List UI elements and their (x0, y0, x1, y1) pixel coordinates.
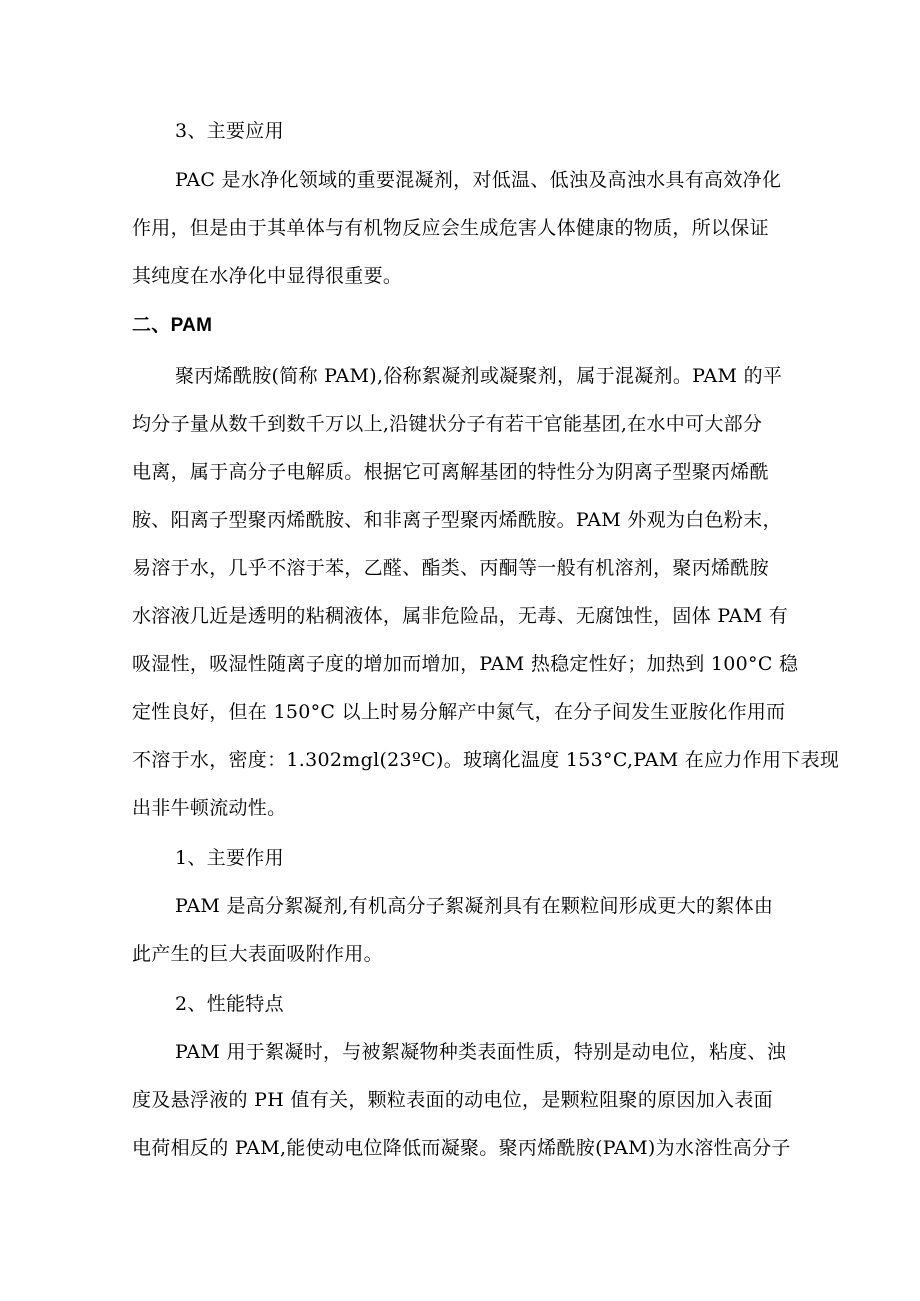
paragraph-line: PAC 是水净化领域的重要混凝剂，对低温、低浊及高浊水具有高效净化 (175, 169, 782, 191)
paragraph-line: 易溶于水，几乎不溶于苯，乙醛、酯类、丙酮等一般有机溶剂，聚丙烯酰胺 (132, 557, 769, 579)
paragraph-line: 电离，属于高分子电解质。根据它可离解基团的特性分为阴离子型聚丙烯酰 (132, 461, 769, 483)
paragraph-line: 度及悬浮液的 PH 值有关，颗粒表面的动电位，是颗粒阻聚的原因加入表面 (132, 1089, 773, 1111)
paragraph-line: 此产生的巨大表面吸附作用。 (132, 943, 383, 965)
paragraph-line: PAM 是高分絮凝剂,有机高分子絮凝剂具有在颗粒间形成更大的絮体由 (175, 895, 774, 917)
paragraph-line: 均分子量从数千到数千万以上,沿键状分子有若干官能基团,在水中可大部分 (132, 413, 763, 435)
paragraph-line: 作用，但是由于其单体与有机物反应会生成危害人体健康的物质，所以保证 (132, 217, 769, 239)
paragraph-line: 吸湿性，吸湿性随离子度的增加而增加，PAM 热稳定性好；加热到 100°C 稳 (132, 653, 799, 675)
paragraph-line: PAM 用于絮凝时，与被絮凝物种类表面性质，特别是动电位，粘度、浊 (175, 1041, 787, 1063)
paragraph-line: 胺、阳离子型聚丙烯酰胺、和非离子型聚丙烯酰胺。PAM 外观为白色粉末， (132, 509, 782, 531)
paragraph-line: 定性良好，但在 150°C 以上时易分解产中氮气，在分子间发生亚胺化作用而 (132, 701, 786, 723)
paragraph-line: 水溶液几近是透明的粘稠液体，属非危险品，无毒、无腐蚀性，固体 PAM 有 (132, 605, 789, 627)
section-heading-features: 2、性能特点 (175, 993, 284, 1015)
paragraph-line: 不溶于水，密度：1.302mgl(23ºC)。玻璃化温度 153°C,PAM 在应力作用下表现 (132, 749, 840, 771)
section-heading-pam: 二、PAM (132, 315, 213, 336)
paragraph-line: 聚丙烯酰胺(简称 PAM),俗称絮凝剂或凝聚剂，属于混凝剂。PAM 的平 (175, 365, 783, 387)
paragraph-line: 电荷相反的 PAM,能使动电位降低而凝聚。聚丙烯酰胺(PAM)为水溶性高分子 (132, 1137, 791, 1159)
section-heading-main-role: 1、主要作用 (175, 847, 284, 869)
section-heading-main-applications: 3、主要应用 (175, 120, 284, 142)
paragraph-line: 其纯度在水净化中显得很重要。 (132, 265, 403, 287)
paragraph-line: 出非牛顿流动性。 (132, 797, 287, 819)
